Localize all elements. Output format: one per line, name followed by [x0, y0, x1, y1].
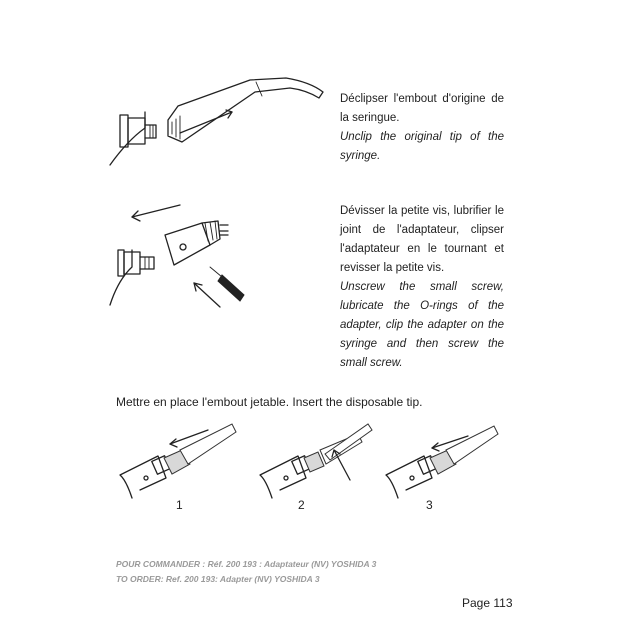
tip-step-1 — [120, 424, 236, 498]
step2-french: Dévisser la petite vis, lubrifier le joint de l'adaptateur, clipser l'adaptateur en le tournant et revisser la petite vis. — [340, 204, 504, 274]
tip-step-3 — [386, 426, 498, 498]
step1-french: Déclipser l'embout d'origine de la seringue. — [340, 92, 504, 124]
screwdriver-icon — [210, 267, 244, 301]
step-number-1: 1 — [176, 498, 183, 512]
tip-step-2 — [260, 424, 372, 498]
order-line-french: POUR COMMANDER : Réf. 200 193 : Adaptateur (NV) YOSHIDA 3 — [116, 559, 377, 569]
disposable-tip-illustration — [110, 420, 510, 500]
step2-english: Unscrew the small screw, lubricate the O-rings of the adapter, clip the adapter on the syringe and then screw the small screw. — [340, 280, 504, 369]
order-line-english: TO ORDER: Ref. 200 193: Adapter (NV) YOSHIDA 3 — [116, 574, 320, 584]
syringe-tip-illustration — [110, 70, 335, 190]
step-number-2: 2 — [298, 498, 305, 512]
instruction-heading: Mettre en place l'embout jetable. Insert the disposable tip. — [116, 395, 423, 409]
step-number-3: 3 — [426, 498, 433, 512]
step2-text — [340, 202, 504, 373]
page-number: Page 113 — [462, 596, 513, 610]
step1-english: Unclip the original tip of the syringe. — [340, 130, 504, 162]
step1-text — [340, 90, 504, 166]
adapter-illustration — [110, 195, 260, 315]
